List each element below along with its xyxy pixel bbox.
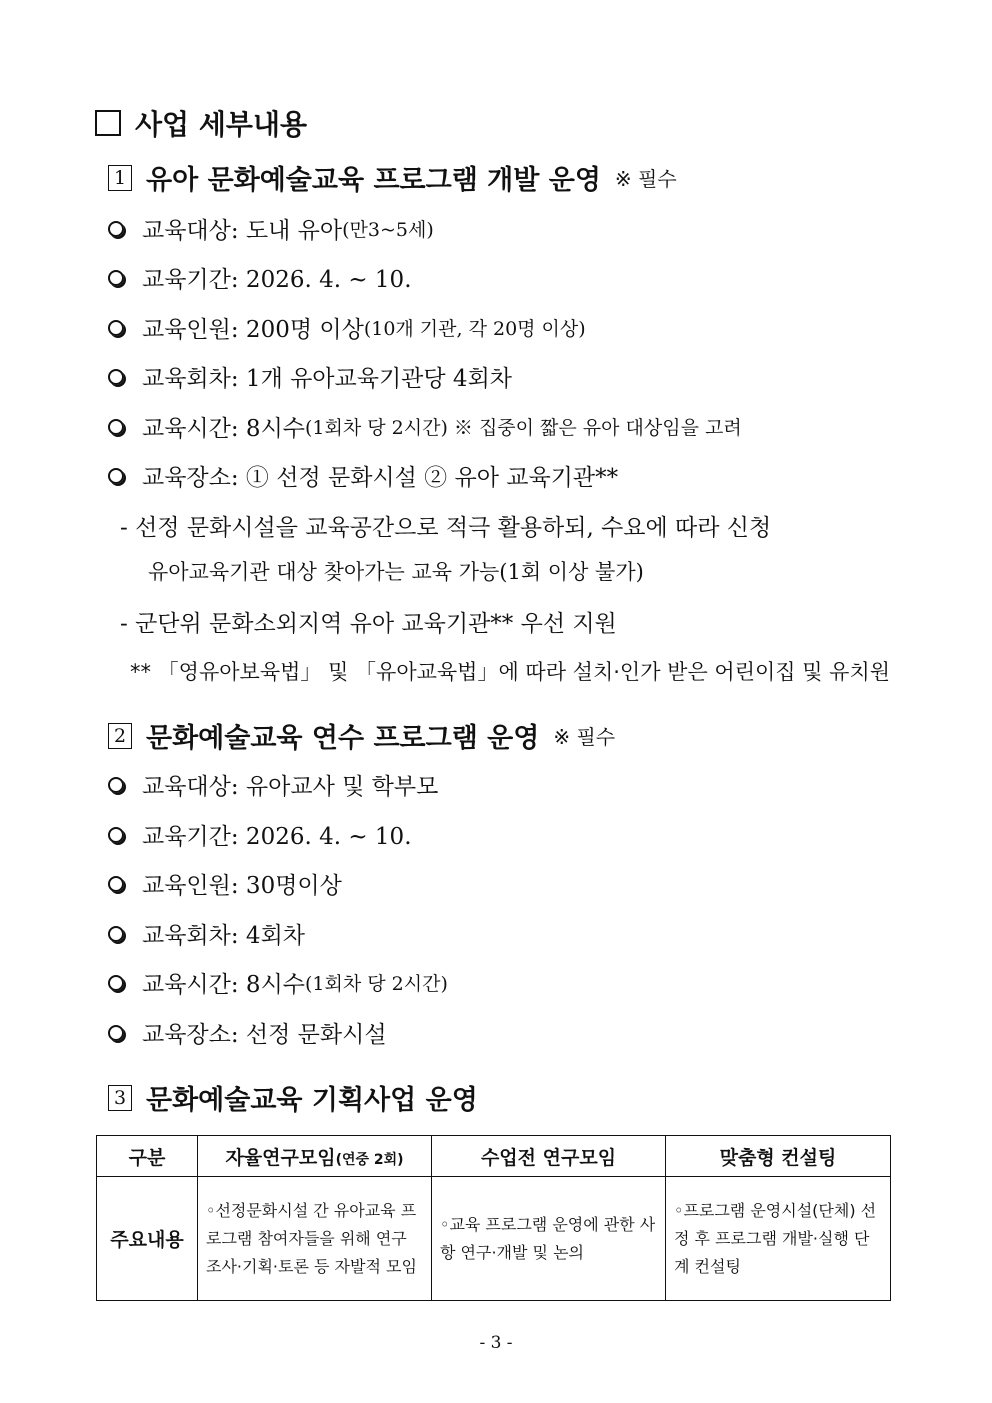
section-2-heading (108, 716, 615, 755)
section-1-heading (108, 158, 677, 197)
item-label: 교육시간: 8시수 (142, 972, 306, 998)
item-label: 교육장소: 선정 문화시설 (142, 1022, 387, 1048)
table-header (198, 1136, 432, 1177)
item-label: 교육인원: 200명 이상 (142, 317, 364, 343)
circle-bullet-icon (108, 468, 124, 484)
item-detail: (1회차 당 2시간) ※ 집중이 짧은 유아 대상임을 고려 (305, 417, 742, 439)
table-row (97, 1177, 891, 1301)
circle-bullet-icon (108, 926, 124, 942)
table-cell: ◦선정문화시설 간 유아교육 프로그램 참여자들을 위해 연구 조사·기획·토론 등 자발적 모임 (198, 1177, 432, 1301)
square-bullet-icon (95, 110, 121, 136)
main-heading (95, 103, 307, 143)
table-header-row (97, 1136, 891, 1177)
s1-item (108, 311, 586, 344)
table-cell: ◦프로그램 운영시설(단체) 선정 후 프로그램 개발·실행 단계 컨설팅 (666, 1177, 891, 1301)
main-heading-text: 사업 세부내용 (135, 108, 308, 141)
section-3-heading (108, 1078, 478, 1117)
section-1-title: 유아 문화예술교육 프로그램 개발 운영 (146, 165, 601, 196)
item-label: 교육회차: 1개 유아교육기관당 4회차 (142, 366, 513, 392)
section-3-title: 문화예술교육 기획사업 운영 (146, 1085, 478, 1116)
circle-bullet-icon (108, 369, 124, 385)
circle-bullet-icon (108, 777, 124, 793)
circle-bullet-icon (108, 1025, 124, 1041)
s1-item (108, 212, 434, 245)
program-table (96, 1135, 891, 1301)
circle-bullet-icon (108, 270, 124, 286)
s1-item (108, 459, 618, 492)
page-number: - 3 - (479, 1333, 513, 1353)
dash-line: - 군단위 문화소외지역 유아 교육기관** 우선 지원 (120, 611, 617, 637)
item-label: 교육장소: ① 선정 문화시설 ② 유아 교육기관** (142, 465, 619, 491)
table-cell: ◦교육 프로그램 운영에 관한 사항 연구·개발 및 논의 (432, 1177, 666, 1301)
section-1-note: ※ 필수 (614, 167, 677, 191)
section-2-note: ※ 필수 (553, 725, 616, 749)
s1-item (108, 261, 412, 294)
table-header: 수업전 연구모임 (432, 1136, 666, 1177)
section-2-number: 2 (108, 723, 132, 749)
dash-line: - 선정 문화시설을 교육공간으로 적극 활용하되, 수요에 따라 신청 (120, 515, 772, 541)
item-label: 교육시간: 8시수 (142, 416, 306, 442)
circle-bullet-icon (108, 827, 124, 843)
circle-bullet-icon (108, 975, 124, 991)
footnote: ** 「영유아보육법」 및 「유아교육법」에 따라 설치·인가 받은 어린이집 및 유치원 (130, 660, 891, 684)
item-label: 교육회차: 4회차 (142, 923, 306, 949)
s2-item (108, 966, 448, 999)
circle-bullet-icon (108, 419, 124, 435)
circle-bullet-icon (108, 221, 124, 237)
item-label: 교육대상: 도내 유아 (142, 218, 343, 244)
header-text: 자율연구모임 (225, 1146, 336, 1169)
table-header: 맞춤형 컨설팅 (666, 1136, 891, 1177)
s1-item (108, 360, 512, 393)
item-label: 교육인원: 30명이상 (142, 873, 342, 899)
section-2-title: 문화예술교육 연수 프로그램 운영 (146, 723, 540, 754)
circle-bullet-icon (108, 876, 124, 892)
table-header: 구분 (97, 1136, 198, 1177)
s2-item (108, 867, 342, 900)
item-label: 교육대상: 유아교사 및 학부모 (142, 774, 439, 800)
s1-item (108, 410, 742, 443)
item-detail: (만3~5세) (342, 219, 434, 241)
header-detail: (연중 2회) (335, 1151, 404, 1168)
row-label: 주요내용 (97, 1177, 198, 1301)
section-3-number: 3 (108, 1085, 132, 1111)
item-label: 교육기간: 2026. 4. ~ 10. (142, 267, 412, 293)
item-detail: (10개 기관, 각 20명 이상) (363, 318, 586, 340)
item-label: 교육기간: 2026. 4. ~ 10. (142, 824, 412, 850)
s2-item (108, 1016, 387, 1049)
circle-bullet-icon (108, 320, 124, 336)
section-1-number: 1 (108, 165, 132, 191)
s2-item (108, 768, 438, 801)
s2-item (108, 818, 412, 851)
s2-item (108, 917, 305, 950)
dash-line-continuation: 유아교육기관 대상 찾아가는 교육 가능(1회 이상 불가) (148, 560, 644, 584)
item-detail: (1회차 당 2시간) (305, 973, 448, 995)
